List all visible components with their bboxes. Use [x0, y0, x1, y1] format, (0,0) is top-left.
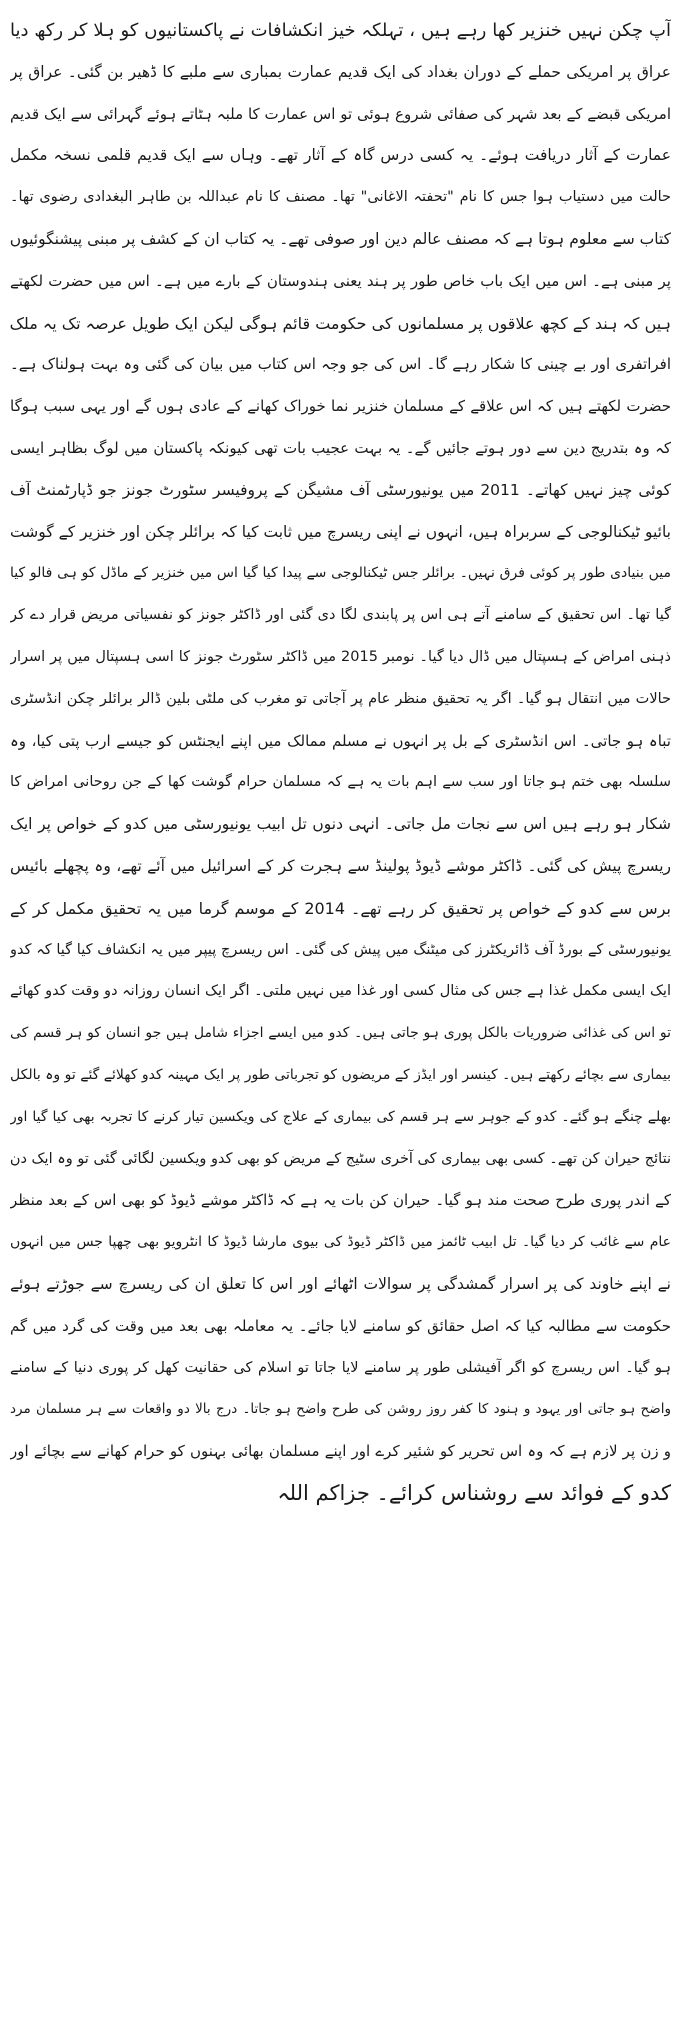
article-line: ایک ایسی مکمل غذا ہے جس کی مثال کسی اور غذا میں نہیں ملتی۔ اگر ایک انسان روزانہ دو وقت کدو کھائے — [10, 983, 671, 1000]
article-line: حکومت سے مطالبہ کیا کہ اصل حقائق کو سامنے لایا جائے۔ یہ معاملہ بھی بعد میں وقت کی گرد میں گم — [10, 1316, 671, 1335]
article-line: سلسلہ بھی ختم ہو جاتا اور سب سے اہم بات یہ ہے کہ مسلمان حرام گوشت کھا کے جن روحانی امراض کا — [10, 774, 671, 791]
article-line: کہ وہ بتدریج دین سے دور ہوتے جائیں گے۔ یہ بہت عجیب بات تھی کیونکہ پاکستان میں لوگ بظاہر ایسی — [10, 438, 671, 457]
article-line: عراق پر امریکی حملے کے دوران بغداد کی ایک قدیم عمارت بمباری سے ملبے کا ڈھیر بن گئی۔ عراق پر — [10, 62, 671, 81]
article-line: کوئی چیز نہیں کھاتے۔ 2011 میں یونیورسٹی آف مشیگن کے پروفیسر سٹورٹ جونز جو ڈپارٹمنٹ آف — [10, 480, 671, 499]
article-line: گیا تھا۔ اس تحقیق کے سامنے آتے ہی اس پر پابندی لگا دی گئی اور ڈاکٹر جونز کو نفسیاتی مریض قرار دے کر — [10, 607, 671, 624]
article-line: عام سے غائب کر دیا گیا۔ تل ابیب ٹائمز میں ڈاکٹر ڈیوڈ کی بیوی مارشا ڈیوڈ کا انٹرویو بھی چھپا جس میں انہوں — [10, 1234, 671, 1251]
article-line: افراتفری اور بے چینی کا شکار رہے گا۔ اس کی جو وجہ اس کتاب میں بیان کی گئی وہ بہت ہولناک ہے۔ — [10, 355, 671, 374]
article-line: عمارت کے آثار دریافت ہوئے۔ یہ کسی درس گاہ کے آثار تھے۔ وہاں سے ایک قدیم قلمی نسخہ مکمل — [10, 146, 671, 165]
article-body — [10, 10, 671, 1515]
article-line: واضح ہو جاتی اور یہود و ہنود کا کفر روز روشن کی طرح واضح ہو جاتا۔ درج بالا دو واقعات سے ہر مسلمان مرد — [10, 1401, 671, 1418]
article-line: حالت میں دستیاب ہوا جس کا نام "تحفتہ الاغانی" تھا۔ مصنف کا نام عبداللہ بن طاہر البغدادی رضوی تھا۔ — [10, 189, 671, 206]
article-line: کے اندر پوری طرح صحت مند ہو گیا۔ حیران کن بات یہ ہے کہ ڈاکٹر موشے ڈیوڈ کو بھی اس کے بعد منظر — [10, 1191, 671, 1210]
article-line: تو اس کی غذائی ضروریات بالکل پوری ہو جاتی ہیں۔ کدو میں ایسے اجزاء شامل ہیں جو انسان کو ہر قسم کی — [10, 1025, 671, 1042]
article-line: ریسرچ پیش کی گئی۔ ڈاکٹر موشے ڈیوڈ پولینڈ سے ہجرت کر کے اسرائیل میں آئے تھے، وہ پچھلے بائیس — [10, 856, 671, 875]
article-line: میں بنیادی طور پر کوئی فرق نہیں۔ برائلر جس ٹیکنالوجی سے پیدا کیا گیا اس میں خنزیر کے ماڈل کو ہی فالو کیا — [10, 565, 671, 582]
article-line: ذہنی امراض کے ہسپتال میں ڈال دیا گیا۔ نومبر 2015 میں ڈاکٹر سٹورٹ جونز کا اسی ہسپتال میں پر اسرار — [10, 648, 671, 665]
article-line: آپ چکن نہیں خنزیر کھا رہے ہیں ، تہلکہ خیز انکشافات نے پاکستانیوں کو ہلا کر رکھ دیا — [10, 20, 671, 41]
article-line: بائیو ٹیکنالوجی کے سربراہ ہیں، انہوں نے اپنی ریسرچ میں ثابت کیا کہ برائلر چکن اور خنزیر کے گوشت — [10, 522, 671, 541]
article-line: نے اپنے خاوند کی پر اسرار گمشدگی پر سوالات اٹھائے اور اس کا تعلق ان کی ریسرچ سے جوڑتے ہوئے — [10, 1274, 671, 1293]
article-line: ہیں کہ ہند کے کچھ علاقوں پر مسلمانوں کی حکومت قائم ہوگی لیکن ایک طویل عرصہ تک یہ ملک — [10, 313, 671, 333]
article-line: و زن پر لازم ہے کہ وہ اس تحریر کو شئیر کرے اور اپنے مسلمان بھائی بہنوں کو حرام کھانے سے بچائے اور — [10, 1442, 671, 1461]
article-line: برس سے کدو کے خواص پر تحقیق کر رہے تھے۔ 2014 کے موسم گرما میں یہ تحقیق مکمل کر کے — [10, 898, 671, 918]
article-line: نتائج حیران کن تھے۔ کسی بھی بیماری کی آخری سٹیج کے مریض کو بھی کدو ویکسین لگائی گئی تو وہ ایک دن — [10, 1150, 671, 1167]
article-line: شکار ہو رہے ہیں اس سے نجات مل جاتی۔ انہی دنوں تل ابیب یونیورسٹی میں کدو کے خواص پر ایک — [10, 815, 671, 834]
article-line: بیماری سے بچائے رکھتے ہیں۔ کینسر اور ایڈز کے مریضوں کو تجرباتی طور پر ایک مہینہ کدو کھلائے گئے تو وہ بالکل — [10, 1066, 671, 1083]
article-line: امریکی قبضے کے بعد شہر کی صفائی شروع ہوئی تو اس عمارت کا ملبہ ہٹاتے ہوئے گہرائی سے ایک قدیم — [10, 104, 671, 123]
article-line: حضرت لکھتے ہیں کہ اس علاقے کے مسلمان خنزیر نما خوراک کھانے کے عادی ہوں گے اور یہی سبب ہوگا — [10, 397, 671, 416]
article-line: تباہ ہو جاتی۔ اس انڈسٹری کے بل پر انہوں نے مسلم ممالک میں اپنے ایجنٹس کو جیسے ارب پتی کیا، وہ — [10, 731, 671, 750]
article-line: کتاب سے معلوم ہوتا ہے کہ مصنف عالم دین اور صوفی تھے۔ یہ کتاب ان کے کشف پر مبنی پیشنگوئیوں — [10, 229, 671, 248]
article-line: کدو کے فوائد سے روشناس کرائے۔ جزاکم اللہ — [277, 1480, 671, 1505]
article-line: بھلے چنگے ہو گئے۔ کدو کے جوہر سے ہر قسم کی بیماری کے علاج کی ویکسین تیار کرنے کا تجربہ بھی کیا گیا اور — [10, 1108, 671, 1125]
article-line: پر مبنی ہے۔ اس میں ایک باب خاص طور پر ہند یعنی ہندوستان کے بارے میں ہے۔ اس میں حضرت لکھتے — [10, 271, 671, 290]
article-line: ہو گیا۔ اس ریسرچ کو اگر آفیشلی طور پر سامنے لایا جاتا تو اسلام کی حقانیت کھل کر پوری دنیا کے سامنے — [10, 1359, 671, 1376]
article-line: حالات میں انتقال ہو گیا۔ اگر یہ تحقیق منظر عام پر آجاتی تو مغرب کی ملٹی بلین ڈالر برائلر چکن انڈسٹری — [10, 690, 671, 707]
article-line: یونیورسٹی کے بورڈ آف ڈائریکٹرز کی میٹنگ میں پیش کی گئی۔ اس ریسرچ پیپر میں یہ انکشاف کیا گیا کہ کدو — [10, 941, 671, 958]
